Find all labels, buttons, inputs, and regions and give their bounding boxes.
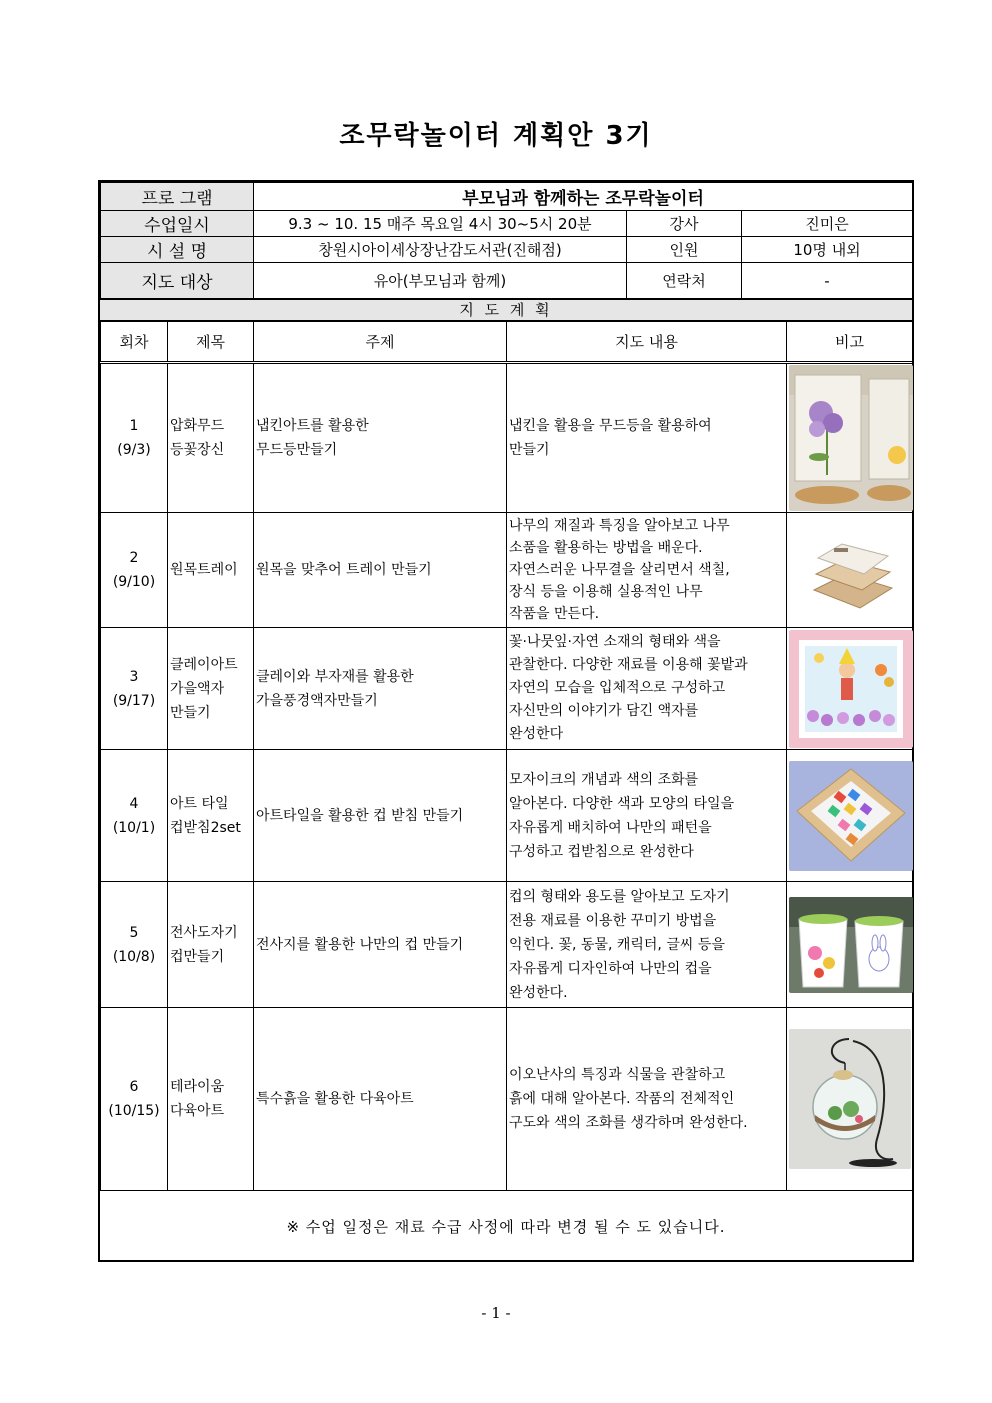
session-date: (9/17): [112, 692, 156, 709]
table-row: [101, 1008, 913, 1191]
session-content-cell: [507, 750, 787, 882]
session-number-cell: [101, 882, 168, 1008]
col-note: 비고: [787, 322, 913, 363]
col-theme: 주제: [254, 322, 507, 363]
session-title-line: 컵만들기: [170, 948, 225, 965]
session-theme-line: 전사지를 활용한 나만의 컵 만들기: [256, 936, 464, 953]
session-number: 3: [129, 668, 139, 685]
session-photo-cell: [787, 882, 913, 1008]
session-theme-cell: [254, 1008, 507, 1191]
content-line: 완성한다: [509, 726, 564, 742]
facility-label: 시 설 명: [101, 237, 254, 263]
plan-frame: [98, 180, 914, 1262]
content-line: 자유롭게 디자인하여 나만의 컵을: [509, 960, 712, 977]
content-line: 소품을 활용하는 방법을 배운다.: [509, 540, 703, 556]
col-title: 제목: [168, 322, 254, 363]
table-row: [101, 513, 913, 628]
session-title-cell: [168, 363, 254, 513]
session-theme-line: 클레이와 부자재를 활용한: [256, 668, 414, 685]
lilac-mood-lamp-photo: [789, 365, 913, 511]
session-title-line: 만들기: [170, 704, 211, 721]
session-content-cell: [507, 882, 787, 1008]
content-line: 완성한다.: [509, 984, 568, 1001]
table-row: [101, 750, 913, 882]
instructor-label: 강사: [627, 211, 742, 237]
session-date: (10/8): [112, 948, 156, 965]
plan-header: 지 도 계 획: [100, 300, 912, 321]
session-title-line: 테라이움: [170, 1079, 225, 1095]
content-line: 자연의 모습을 입체적으로 구성하고: [509, 680, 726, 696]
session-photo-cell: [787, 513, 913, 628]
page-number: - 1 -: [481, 1304, 511, 1322]
session-theme-cell: [254, 750, 507, 882]
session-date: (9/10): [112, 574, 156, 590]
content-line: 관찰한다. 다양한 재료를 이용해 꽃밭과: [509, 657, 748, 673]
session-number: 4: [129, 795, 139, 812]
session-title-cell: [168, 628, 254, 750]
session-title-line: 등꽃장신: [170, 442, 225, 458]
tile-coaster-photo: [789, 761, 913, 871]
target-value: 유아(부모님과 함께): [254, 263, 627, 299]
session-content-cell: [507, 1008, 787, 1191]
session-theme-line: 아트타일을 활용한 컵 받침 만들기: [256, 807, 464, 824]
session-theme-line: 가을풍경액자만들기: [256, 692, 378, 709]
session-title-line: 압화무드: [170, 418, 225, 434]
session-photo-cell: [787, 1008, 913, 1191]
content-line: 익힌다. 꽃, 동물, 캐릭터, 글씨 등을: [509, 936, 725, 953]
schedule-label: 수업일시: [101, 211, 254, 237]
session-title-cell: [168, 1008, 254, 1191]
document-title: 조무락놀이터 계획안 3기: [339, 121, 653, 151]
target-label: 지도 대상: [101, 263, 254, 299]
session-theme-cell: [254, 628, 507, 750]
table-row: [101, 628, 913, 750]
table-row: [101, 363, 913, 513]
session-photo-cell: [787, 363, 913, 513]
content-line: 자연스러운 나무결을 살리면서 색칠,: [509, 562, 730, 578]
session-title-cell: [168, 513, 254, 628]
session-number-cell: [101, 750, 168, 882]
session-title-line: 아트 타일: [170, 795, 229, 812]
content-line: 자유롭게 배치하여 나만의 패턴을: [509, 819, 712, 836]
session-title-line: 가을액자: [170, 680, 225, 697]
session-title-line: 컵받침2set: [170, 819, 241, 836]
facility-value: 창원시아이세상장난감도서관(진해점): [254, 237, 627, 263]
session-number-cell: [101, 363, 168, 513]
schedule-value: 9.3 ~ 10. 15 매주 목요일 4시 30~5시 20분: [254, 211, 627, 237]
session-number-cell: [101, 628, 168, 750]
capacity-label: 인원: [627, 237, 742, 263]
schedule-table: [100, 321, 913, 1191]
content-line: 이오난사의 특징과 식물을 관찰하고: [509, 1067, 726, 1083]
session-content-cell: [507, 513, 787, 628]
session-number: 5: [129, 924, 139, 941]
session-title-cell: [168, 882, 254, 1008]
session-title-line: 다육아트: [170, 1103, 225, 1119]
session-theme-cell: [254, 882, 507, 1008]
col-session: 회차: [101, 322, 168, 363]
session-theme-line: 원목을 맞추어 트레이 만들기: [256, 562, 432, 578]
contact-label: 연락처: [627, 263, 742, 299]
content-line: 장식 등을 이용해 실용적인 나무: [509, 584, 703, 600]
content-line: 만들기: [509, 442, 550, 458]
session-content-cell: [507, 628, 787, 750]
session-number-cell: [101, 1008, 168, 1191]
content-line: 흙에 대해 알아본다. 작품의 전체적인: [509, 1091, 735, 1107]
session-theme-cell: [254, 513, 507, 628]
session-theme-line: 특수흙을 활용한 다육아트: [256, 1091, 414, 1107]
wooden-tray-photo: [804, 524, 896, 616]
session-content-cell: [507, 363, 787, 513]
content-line: 냅킨을 활용을 무드등을 활용하여: [509, 418, 712, 434]
info-table: [100, 182, 913, 299]
session-date: (9/3): [117, 442, 151, 458]
content-line: 구도와 색의 조화를 생각하며 완성한다.: [509, 1115, 748, 1131]
session-title-line: 전사도자기: [170, 924, 238, 941]
session-date: (10/15): [108, 1103, 160, 1119]
session-number-cell: [101, 513, 168, 628]
session-number: 6: [129, 1079, 139, 1095]
content-line: 꽃·나뭇잎·자연 소재의 형태와 색을: [509, 634, 721, 650]
session-number: 1: [129, 418, 139, 434]
table-row: [101, 882, 913, 1008]
content-line: 전용 재료를 이용한 꾸미기 방법을: [509, 912, 717, 929]
capacity-value: 10명 내외: [742, 237, 913, 263]
session-theme-line: 냅킨아트를 활용한: [256, 418, 369, 434]
session-date: (10/1): [112, 819, 156, 836]
session-photo-cell: [787, 628, 913, 750]
content-line: 작품을 만든다.: [509, 606, 600, 622]
col-content: 지도 내용: [507, 322, 787, 363]
content-line: 구성하고 컵받침으로 완성한다: [509, 843, 694, 860]
terrarium-photo: [789, 1029, 911, 1169]
instructor-value: 진미은: [742, 211, 913, 237]
session-theme-line: 무드등만들기: [256, 442, 338, 458]
clay-frame-photo: [789, 630, 913, 748]
program-label: 프로 그램: [101, 183, 254, 211]
content-line: 컵의 형태와 용도를 알아보고 도자기: [509, 888, 730, 905]
ceramic-cup-photo: [789, 897, 913, 993]
session-number: 2: [129, 550, 139, 566]
content-line: 나무의 재질과 특징을 알아보고 나무: [509, 518, 730, 534]
program-value: 부모님과 함께하는 조무락놀이터: [254, 183, 913, 211]
session-title-cell: [168, 750, 254, 882]
contact-value: -: [742, 263, 913, 299]
session-photo-cell: [787, 750, 913, 882]
session-title-line: 원목트레이: [170, 562, 238, 578]
session-theme-cell: [254, 363, 507, 513]
content-line: 알아본다. 다양한 색과 모양의 타일을: [509, 795, 735, 812]
session-title-line: 클레이아트: [170, 656, 238, 673]
content-line: 모자이크의 개념과 색의 조화를: [509, 771, 699, 788]
content-line: 자신만의 이야기가 담긴 액자를: [509, 703, 699, 719]
schedule-change-note: ※ 수업 일정은 재료 수급 사정에 따라 변경 될 수 도 있습니다.: [286, 1218, 726, 1236]
